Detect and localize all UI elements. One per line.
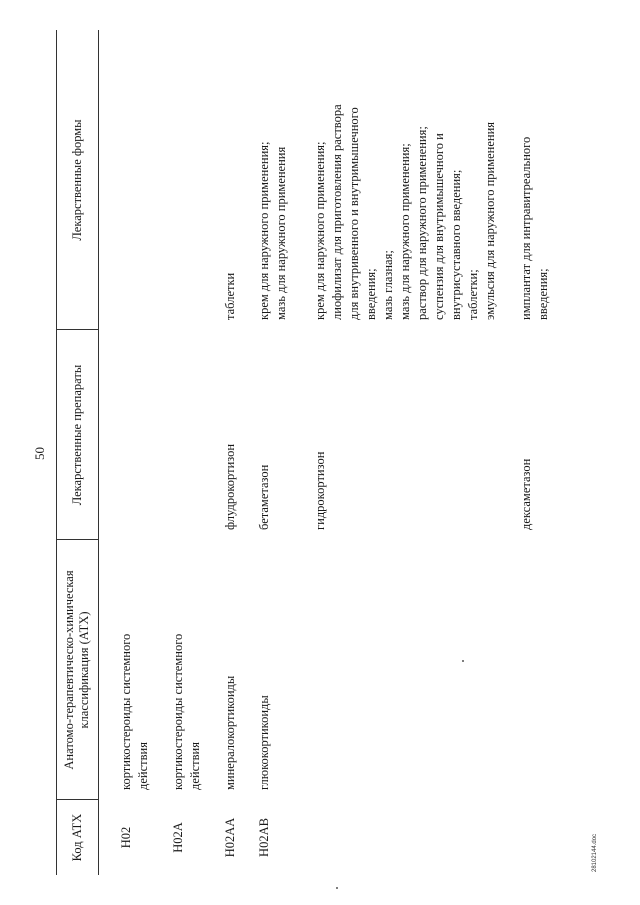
header-code: Код АТХ	[69, 813, 84, 862]
form-line: мазь глазная;	[381, 250, 395, 320]
form-line: внутрисуставного введения;	[449, 169, 463, 320]
form-line: мазь для наружного применения;	[398, 143, 412, 320]
row-code: H02AB	[257, 818, 271, 857]
row-forms	[518, 30, 552, 320]
form-line: лиофилизат для приготовления раствора	[330, 104, 344, 320]
form-line: раствор для наружного применения;	[415, 126, 429, 320]
row-drug: флудрокортизон	[223, 443, 237, 530]
row-drug: бетаметазон	[257, 464, 271, 530]
row-code: H02AA	[223, 817, 237, 858]
row-code: H02	[119, 826, 133, 849]
form-line: введения;	[536, 268, 550, 320]
table-header-rule	[98, 30, 99, 875]
row-code: H02A	[171, 822, 185, 853]
scan-speck	[336, 887, 338, 889]
form-line: таблетки;	[466, 269, 480, 320]
row-atc: кортикостероиды системного действия	[171, 633, 202, 790]
rotated-page	[0, 20, 620, 890]
form-line: крем для наружного применения;	[257, 141, 271, 320]
row-forms	[222, 30, 239, 320]
row-drug: дексаметазон	[519, 458, 533, 530]
form-line: крем для наружного применения;	[313, 141, 327, 320]
form-line: эмульсия для наружного применения	[483, 121, 497, 320]
row-drug: гидрокортизон	[313, 451, 327, 530]
row-atc: минералокортикоиды	[223, 675, 237, 790]
form-line: таблетки	[223, 272, 237, 320]
header-atc: Анатомо-терапевтическо-химическая классификация (АТХ)	[62, 570, 91, 770]
header-drugs: Лекарственные препараты	[69, 364, 84, 506]
form-line: имплантат для интравитреального	[519, 136, 533, 320]
scan-speck	[462, 660, 464, 662]
row-atc: глюкокортикоиды	[257, 695, 271, 790]
form-line: для внутривенного и внутримышечного	[347, 107, 361, 320]
row-atc: кортикостероиды системного действия	[119, 633, 150, 790]
form-line: мазь для наружного применения	[274, 146, 288, 320]
row-forms	[256, 30, 290, 320]
document-filename: 28102144.doc	[592, 833, 598, 872]
form-line: введения;	[364, 268, 378, 320]
header-forms: Лекарственные формы	[69, 119, 84, 241]
row-forms	[312, 30, 499, 320]
page-number: 50	[32, 447, 47, 460]
form-line: суспензия для внутримышечного и	[432, 133, 446, 320]
